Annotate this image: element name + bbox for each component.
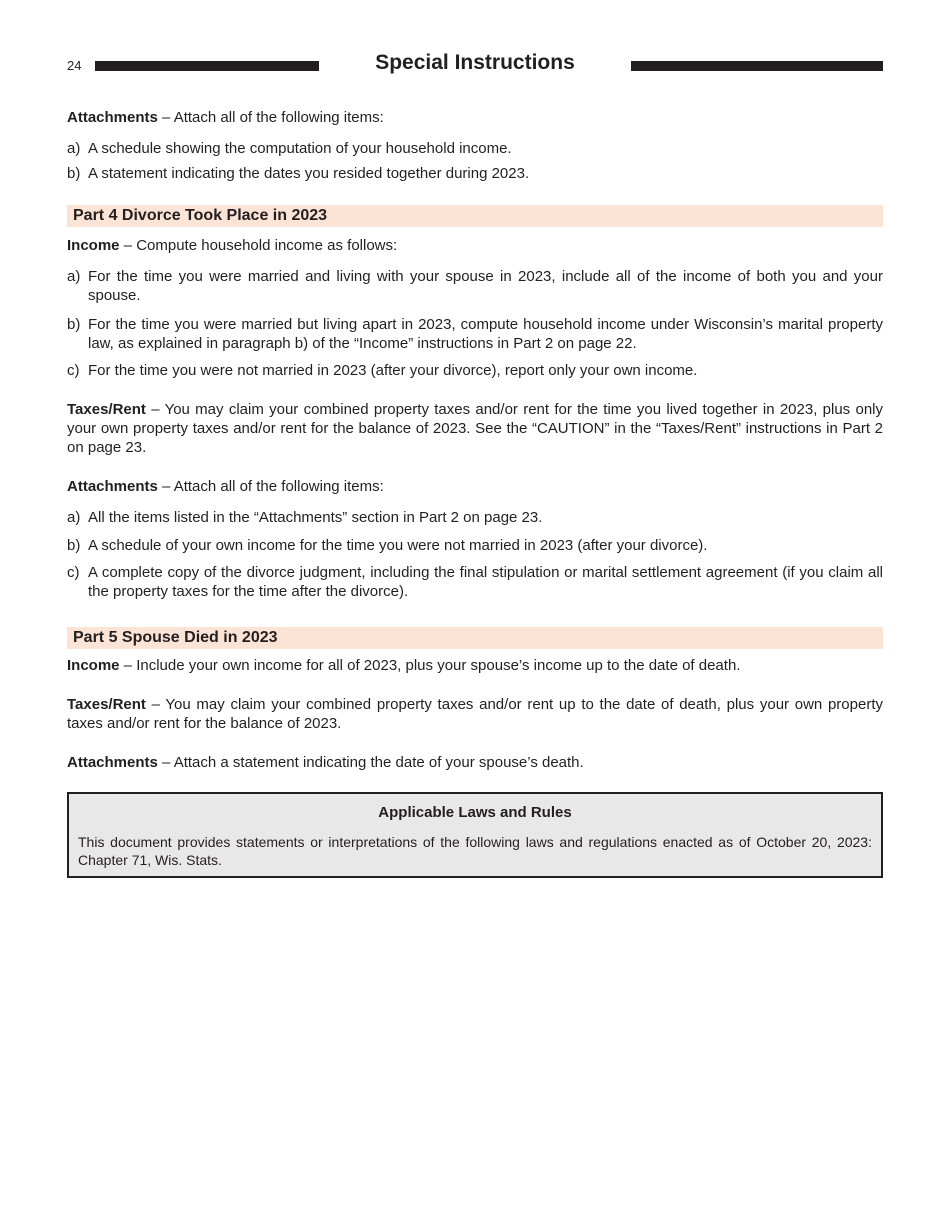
list-item-text: For the time you were married and living with your spouse in 2023, include all of the income of both you and your spouse. xyxy=(88,268,883,304)
part5-income-label: Income xyxy=(67,657,120,674)
part5-taxes-rent-paragraph xyxy=(67,695,883,733)
list-marker: a) xyxy=(67,268,81,285)
list-marker: b) xyxy=(67,316,81,333)
part5-attachments-label: Attachments xyxy=(67,754,158,771)
header-rule-right xyxy=(631,61,883,71)
part4-income-text: – Compute household income as follows: xyxy=(119,237,398,254)
list-item-text: A statement indicating the dates you resided together during 2023. xyxy=(88,165,530,182)
list-item xyxy=(67,563,883,601)
part4-taxes-rent-text: – You may claim your combined property taxes and/or rent for the time you lived together in 2023, plus only your own property taxes and/or rent for the balance of 2023. See the “CAUTION” in the “Taxes/Rent” instructions in Part 2 on page 23. xyxy=(67,401,883,456)
part4-income-paragraph xyxy=(67,236,883,255)
applicable-laws-box xyxy=(67,792,883,878)
part4-attachments-paragraph xyxy=(67,477,883,496)
part5-title: Part 5 Spouse Died in 2023 xyxy=(73,629,278,646)
list-item-text: A schedule showing the computation of your household income. xyxy=(88,140,512,157)
intro-attachments-text: – Attach all of the following items: xyxy=(157,109,384,126)
list-marker: b) xyxy=(67,537,81,554)
list-item-text: For the time you were not married in 2023 (after your divorce), report only your own income. xyxy=(88,362,698,379)
applicable-laws-text: This document provides statements or interpretations of the following laws and regulations enacted as of October 20, 2023: Chapter 71, Wis. Stats. xyxy=(78,834,872,868)
header-rule-left xyxy=(95,61,319,71)
page-number: 24 xyxy=(67,58,82,73)
list-item xyxy=(67,508,883,527)
part4-heading-band xyxy=(67,205,883,227)
part4-taxes-rent-label: Taxes/Rent xyxy=(67,401,146,418)
list-item-text: A schedule of your own income for the time you were not married in 2023 (after your divorce). xyxy=(88,537,708,554)
list-item xyxy=(67,139,883,158)
applicable-laws-title: Applicable Laws and Rules xyxy=(378,804,572,821)
list-item xyxy=(67,361,883,380)
list-item xyxy=(67,267,883,305)
list-item xyxy=(67,315,883,353)
list-item-text: All the items listed in the “Attachments” section in Part 2 on page 23. xyxy=(88,509,543,526)
list-marker: c) xyxy=(67,564,80,581)
part5-attachments-paragraph xyxy=(67,753,883,772)
list-marker: c) xyxy=(67,362,80,379)
part5-income-text: – Include your own income for all of 2023, plus your spouse’s income up to the date of death. xyxy=(119,657,741,674)
part5-taxes-rent-label: Taxes/Rent xyxy=(67,696,146,713)
list-item-text: A complete copy of the divorce judgment, including the final stipulation or marital settlement agreement (if you claim all the property taxes for the time after the divorce). xyxy=(88,564,883,600)
part5-income-paragraph xyxy=(67,656,883,675)
list-item xyxy=(67,536,883,555)
list-marker: a) xyxy=(67,140,81,157)
part4-taxes-rent-paragraph xyxy=(67,400,883,457)
list-marker: b) xyxy=(67,165,81,182)
part4-income-label: Income xyxy=(67,237,120,254)
list-marker: a) xyxy=(67,509,81,526)
part4-title: Part 4 Divorce Took Place in 2023 xyxy=(73,207,328,224)
intro-attachments-paragraph xyxy=(67,108,883,127)
list-item-text: For the time you were married but living apart in 2023, compute household income under Wisconsin’s marital property law, as explained in paragraph b) of the “Income” instructions in Part 2 on page 22. xyxy=(88,316,883,352)
part4-attachments-label: Attachments xyxy=(67,478,158,495)
page-title: Special Instructions xyxy=(375,51,575,74)
intro-attachments-label: Attachments xyxy=(67,109,158,126)
part5-heading-band xyxy=(67,627,883,649)
part5-taxes-rent-text: – You may claim your combined property taxes and/or rent up to the date of death, plus your own property taxes and/or rent for the balance of 2023. xyxy=(67,696,883,732)
list-item xyxy=(67,164,883,183)
part4-attachments-text: – Attach all of the following items: xyxy=(157,478,384,495)
part5-attachments-text: – Attach a statement indicating the date of your spouse’s death. xyxy=(157,754,584,771)
